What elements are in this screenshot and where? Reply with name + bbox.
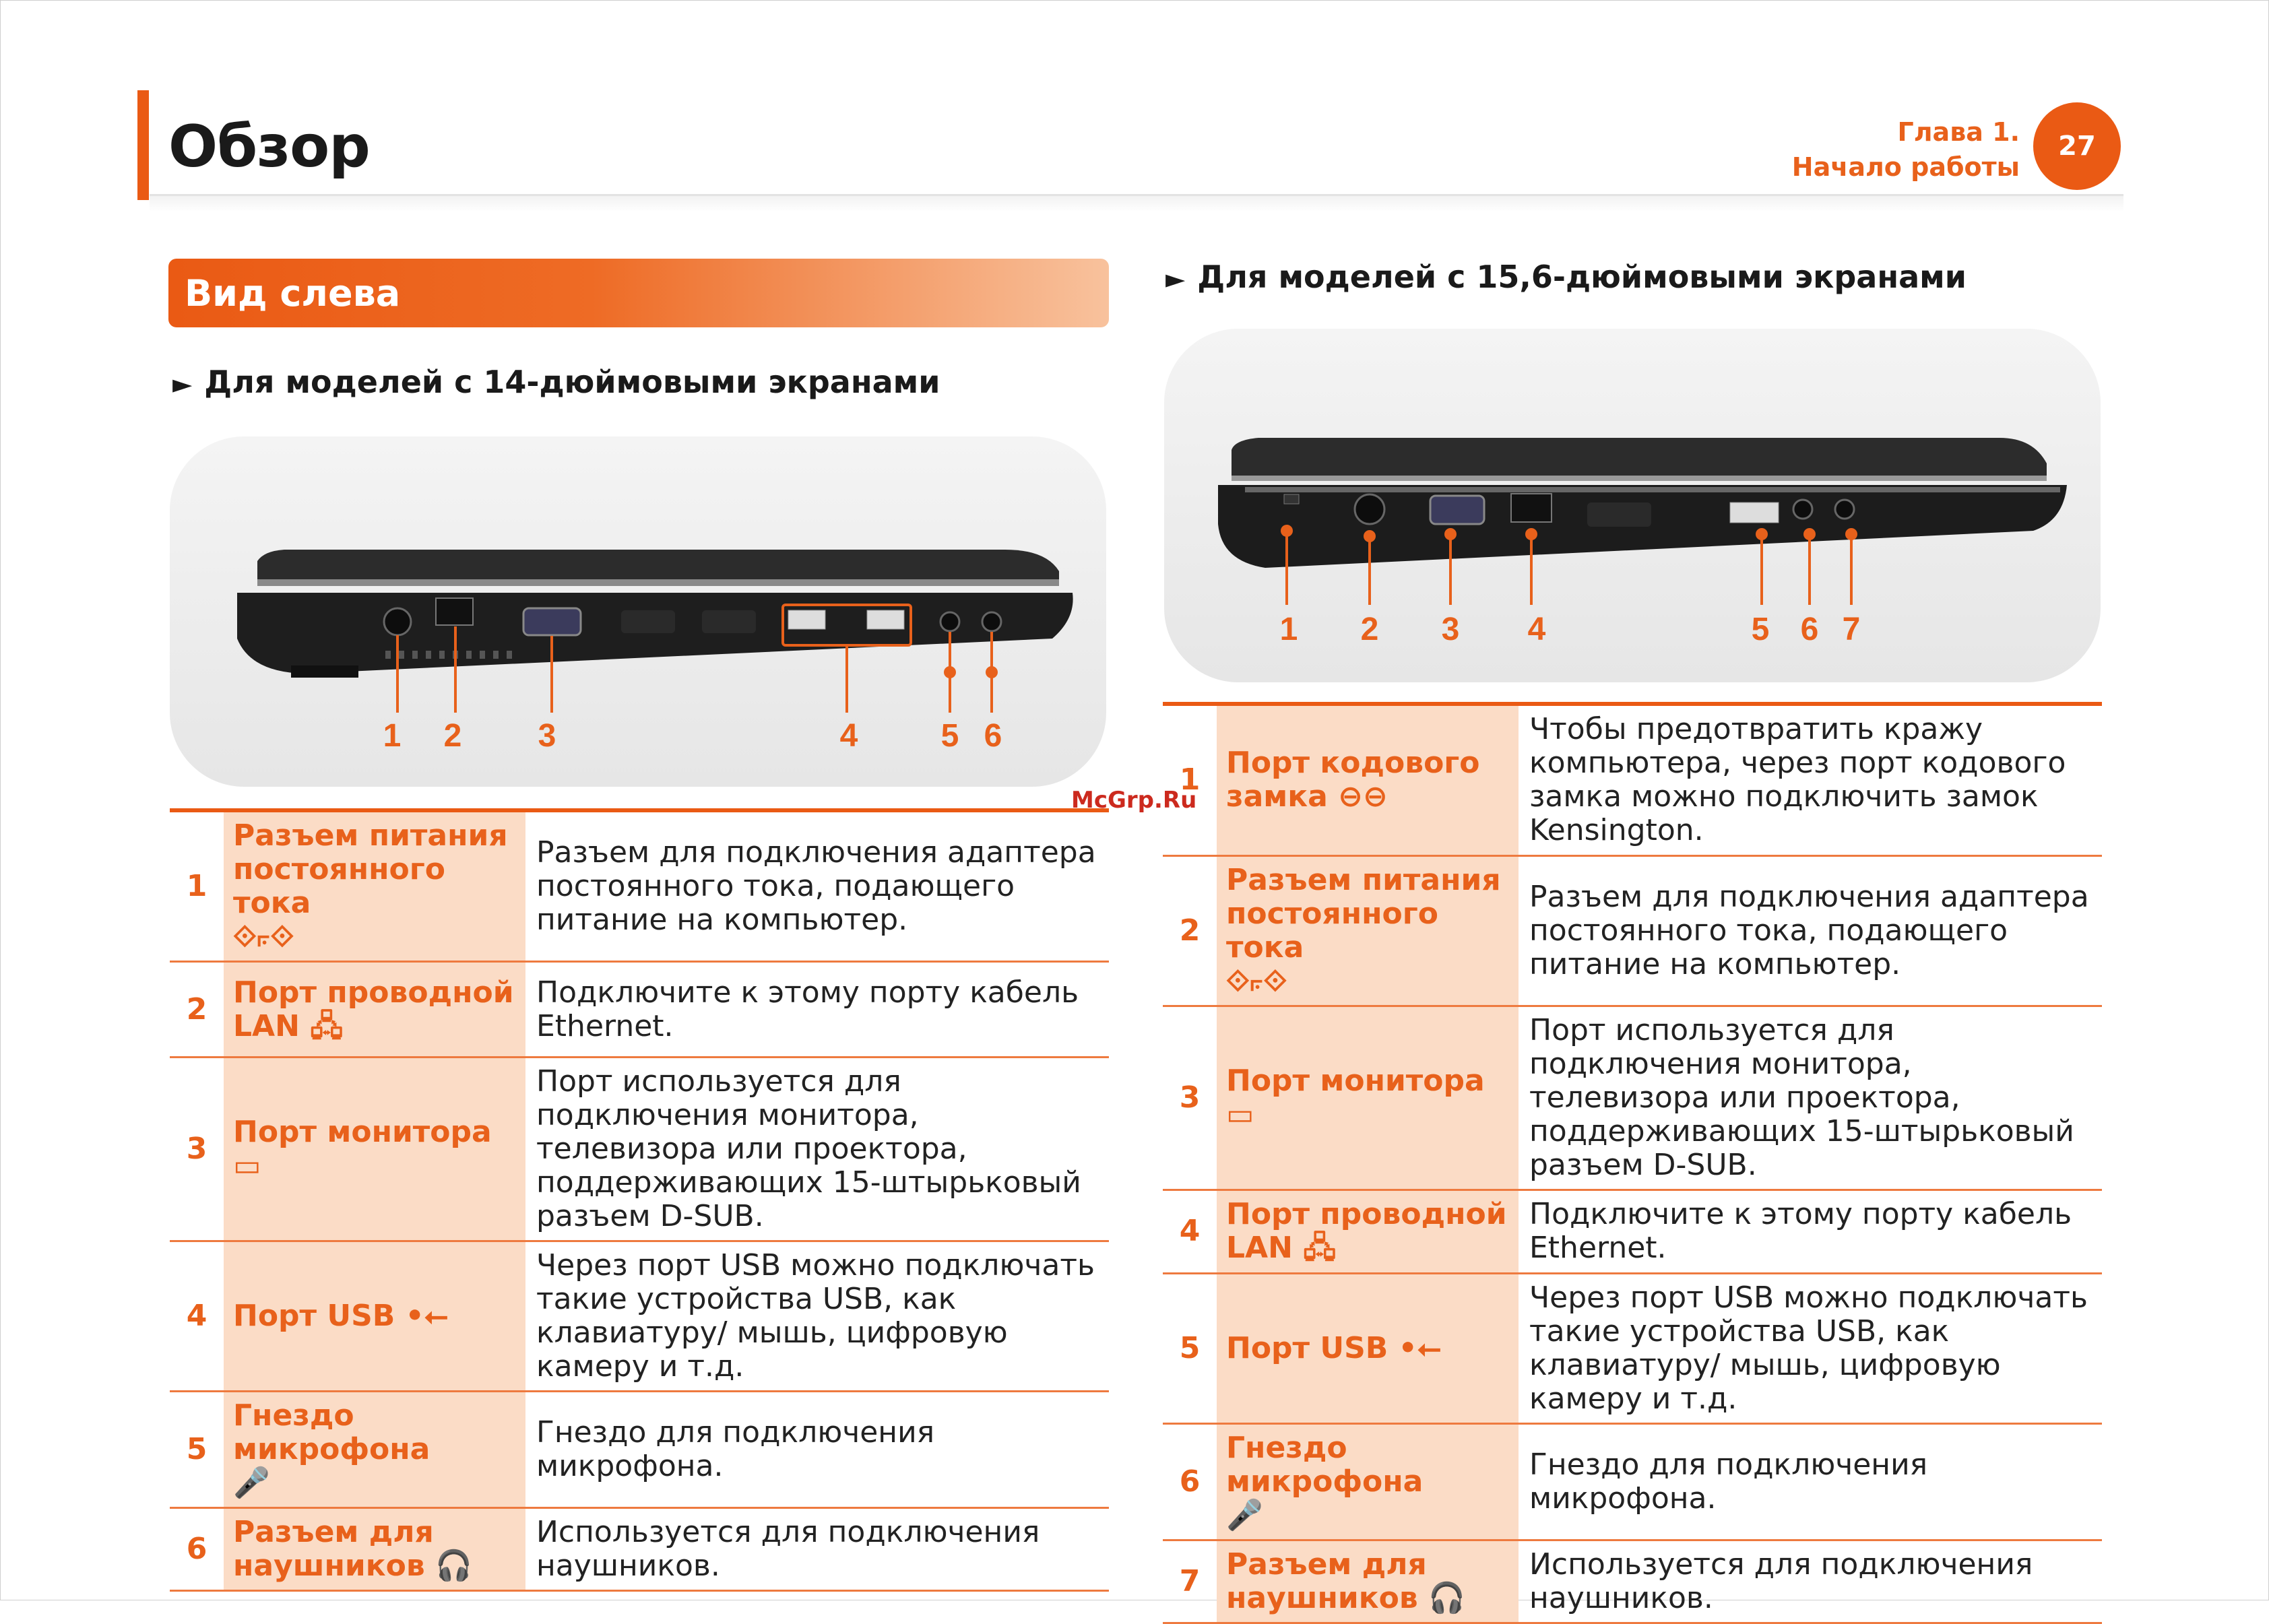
chapter-title: Начало работы — [1791, 152, 2020, 182]
row-number: 5 — [1179, 1330, 1201, 1365]
left-ports-table — [170, 812, 1109, 1592]
laptop-14-side-image — [170, 436, 1106, 787]
row-number: 7 — [1179, 1563, 1201, 1598]
lan-icon: 🖧 — [1303, 1231, 1337, 1265]
headphones-icon: 🎧 — [435, 1549, 472, 1583]
row-number: 3 — [186, 1132, 207, 1166]
table-row — [170, 812, 1109, 962]
row-number: 2 — [186, 992, 207, 1027]
title-accent-bar — [137, 90, 149, 200]
port-name: Гнездо микрофона 🎤 — [224, 1392, 525, 1508]
usb-icon: •⭠ — [1398, 1330, 1441, 1365]
table-row — [170, 1241, 1109, 1392]
port-name: Гнездо микрофона 🎤 — [1217, 1423, 1519, 1540]
row-number: 1 — [186, 869, 207, 903]
port-name: Разъем для наушников 🎧 — [1217, 1540, 1519, 1623]
callout-1: 1 — [383, 718, 402, 754]
port-description: Подключите к этому порту кабель Ethernet. — [536, 975, 1079, 1043]
callout-4: 4 — [1527, 612, 1546, 647]
dc-power-icon: ⟐⟔⟐ — [1226, 963, 1287, 998]
callout-7: 7 — [1842, 612, 1861, 647]
row-number: 1 — [1179, 762, 1201, 798]
left-subheading — [172, 364, 940, 400]
table-row — [1163, 706, 2102, 855]
row-number: 2 — [1179, 913, 1201, 948]
lan-icon: 🖧 — [310, 1008, 344, 1043]
port-description: Порт используется для подключения монитора, телевизора или проектора, поддерживающих 15-штырьковый разъем D-SUB. — [536, 1064, 1081, 1233]
port-name: Порт монитора ▭ — [224, 1058, 525, 1241]
table-row — [170, 1058, 1109, 1241]
microphone-icon: 🎤 — [1226, 1497, 1263, 1532]
table-row — [170, 1392, 1109, 1508]
right-subheading — [1165, 259, 1967, 295]
callout-4: 4 — [839, 718, 858, 754]
port-name: Разъем питания постоянного тока ⟐⟔⟐ — [1217, 855, 1519, 1006]
port-name: Порт проводной LAN 🖧 — [1217, 1190, 1519, 1273]
monitor-icon: ▭ — [1226, 1097, 1254, 1132]
row-number: 6 — [1179, 1464, 1201, 1499]
table-row — [1163, 1423, 2102, 1540]
row-number: 3 — [1179, 1080, 1201, 1115]
row-number: 6 — [186, 1532, 207, 1566]
callout-5: 5 — [1751, 612, 1770, 647]
port-description: Гнездо для подключения микрофона. — [1529, 1447, 1928, 1516]
port-description: Порт используется для подключения монитора, телевизора или проектора, поддерживающих 15-штырьковый разъем D-SUB. — [1529, 1012, 2074, 1182]
port-name: Порт USB •⭠ — [224, 1241, 525, 1392]
page-number-badge: 27 — [2033, 102, 2121, 190]
monitor-icon: ▭ — [233, 1148, 261, 1183]
right-subheading-text: Для моделей с 15,6-дюймовыми экранами — [1197, 259, 1967, 295]
table-row — [1163, 1273, 2102, 1423]
row-number: 5 — [186, 1432, 207, 1466]
table-row — [1163, 1540, 2102, 1623]
section-heading: Вид слева — [185, 272, 401, 315]
port-description: Используется для подключения наушников. — [536, 1515, 1040, 1583]
row-number: 4 — [186, 1299, 207, 1333]
header-divider — [150, 194, 2123, 212]
port-description: Через порт USB можно подключать такие устройства USB, как клавиатуру/ мышь, цифровую камеру и т.д. — [536, 1248, 1095, 1384]
laptop-15-side-image — [1164, 329, 2101, 682]
table-row — [1163, 855, 2102, 1006]
port-name: Порт USB •⭠ — [1217, 1273, 1519, 1423]
usb-icon: •⭠ — [405, 1299, 448, 1333]
port-description: Подключите к этому порту кабель Ethernet. — [1529, 1197, 2072, 1265]
callout-3: 3 — [538, 718, 556, 754]
callout-1: 1 — [1279, 612, 1298, 647]
port-description: Разъем для подключения адаптера постоянного тока, подающего питание на компьютер. — [1529, 879, 2089, 981]
port-name: Разъем для наушников 🎧 — [224, 1508, 525, 1591]
dc-power-icon: ⟐⟔⟐ — [233, 919, 294, 954]
port-description: Чтобы предотвратить кражу компьютера, через порт кодового замка можно подключить замок Kensington. — [1529, 712, 2066, 848]
triangle-bullet-icon: ► — [172, 369, 193, 399]
right-ports-table — [1163, 706, 2102, 1624]
port-description: Используется для подключения наушников. — [1529, 1547, 2033, 1615]
section-heading-bar — [168, 259, 1109, 327]
callout-2: 2 — [1360, 612, 1379, 647]
port-description: Разъем для подключения адаптера постоянного тока, подающего питание на компьютер. — [536, 835, 1096, 937]
watermark: McGrp.Ru — [1071, 787, 1197, 814]
triangle-bullet-icon: ► — [1165, 264, 1186, 294]
callout-6: 6 — [984, 718, 1002, 754]
headphones-icon: 🎧 — [1428, 1580, 1465, 1615]
callout-2: 2 — [443, 718, 462, 754]
port-description: Гнездо для подключения микрофона. — [536, 1415, 935, 1483]
callout-3: 3 — [1441, 612, 1460, 647]
table-row — [170, 1508, 1109, 1591]
chapter-label — [1792, 115, 2020, 185]
table-row — [1163, 1006, 2102, 1190]
port-name: Разъем питания постоянного тока ⟐⟔⟐ — [224, 812, 525, 962]
port-name: Порт монитора ▭ — [1217, 1006, 1519, 1190]
chapter-number: Глава 1. — [1897, 117, 2020, 147]
kensington-lock-icon: ⊖⊖ — [1338, 779, 1388, 814]
microphone-icon: 🎤 — [233, 1466, 270, 1500]
port-name: Порт проводной LAN 🖧 — [224, 962, 525, 1058]
row-number: 4 — [1179, 1214, 1201, 1248]
table-row — [1163, 1190, 2102, 1273]
callout-5: 5 — [940, 718, 959, 754]
port-name: Порт кодового замка ⊖⊖ — [1217, 706, 1519, 855]
left-subheading-text: Для моделей с 14-дюймовыми экранами — [204, 364, 940, 400]
table-row — [170, 962, 1109, 1058]
port-description: Через порт USB можно подключать такие устройства USB, как клавиатуру/ мышь, цифровую камеру и т.д. — [1529, 1280, 2088, 1416]
page-title: Обзор — [168, 113, 370, 181]
callout-6: 6 — [1800, 612, 1819, 647]
